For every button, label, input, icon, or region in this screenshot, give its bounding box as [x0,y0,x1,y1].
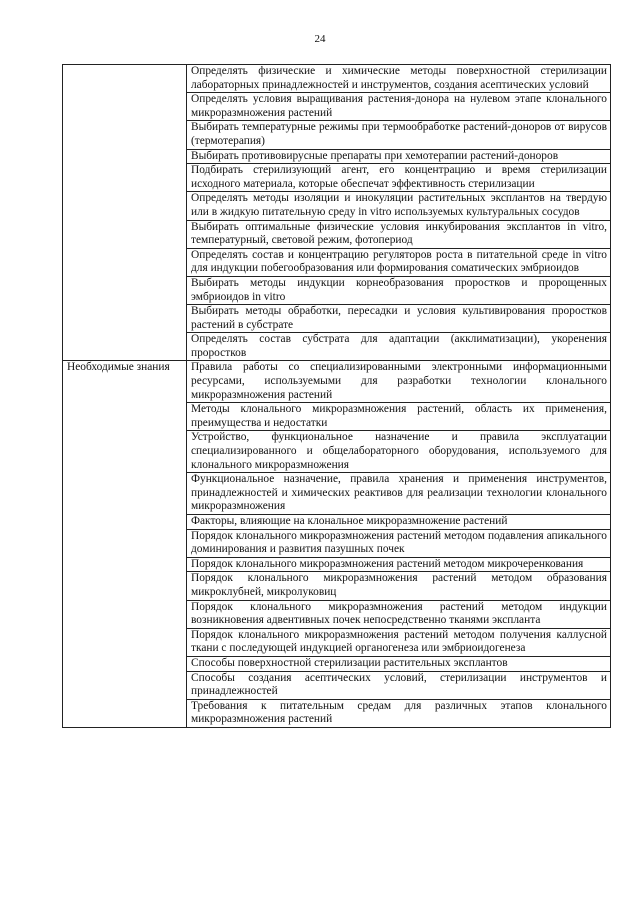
requirement-item: Выбирать противовирусные препараты при хемотерапии растений-доноров [187,149,611,164]
requirement-item: Выбирать методы обработки, пересадки и условия культивирования проростков растений в субстрате [187,305,611,333]
table-row [63,361,611,403]
requirement-item: Выбирать температурные режимы при термообработке растений-доноров от вирусов (термотерапия) [187,121,611,149]
requirement-item: Определять физические и химические методы поверхностной стерилизации лабораторных принадлежностей и инструментов, создания асептических условий [187,65,611,93]
requirement-item: Порядок клонального микроразмножения растений методом микрочеренкования [187,557,611,572]
requirement-item: Устройство, функциональное назначение и правила эксплуатации специализированного и общелабораторного оборудования, используемого для клонального микроразмножения [187,431,611,473]
requirement-item: Порядок клонального микроразмножения растений методом индукции возникновения адвентивных почек непосредственно тканями экспланта [187,600,611,628]
requirement-item: Определять методы изоляции и инокуляции растительных эксплантов на твердую или в жидкую питательную среду in vitro используемых культуральных сосудов [187,192,611,220]
requirement-item: Определять состав и концентрацию регуляторов роста в питательной среде in vitro для индукции побегообразования или формирования соматических эмбриоидов [187,248,611,276]
requirement-item: Функциональное назначение, правила хранения и применения инструментов, принадлежностей и химических реактивов для реализации технологии клонального микроразмножения [187,473,611,515]
requirement-item: Правила работы со специализированными электронными информационными ресурсами, используемыми для разработки технологии клонального микроразмножения растений [187,361,611,403]
requirement-item: Факторы, влияющие на клональное микроразмножение растений [187,515,611,530]
requirement-item: Способы создания асептических условий, стерилизации инструментов и принадлежностей [187,671,611,699]
page-number: 24 [314,33,326,45]
requirement-item: Определять условия выращивания растения-донора на нулевом этапе клонального микроразмножения растений [187,93,611,121]
requirement-item: Способы поверхностной стерилизации растительных эксплантов [187,656,611,671]
requirement-item: Порядок клонального микроразмножения растений методом получения каллусной ткани с последующей индукцией органогенеза или эмбриоидогенеза [187,628,611,656]
requirement-item: Методы клонального микроразмножения растений, область их применения, преимущества и недостатки [187,403,611,431]
competency-table-body [63,65,611,728]
requirement-item: Порядок клонального микроразмножения растений методом образования микроклубней, микролуковиц [187,572,611,600]
requirement-item: Требования к питательным средам для различных этапов клонального микроразмножения растений [187,699,611,727]
requirement-item: Подбирать стерилизующий агент, его концентрацию и время стерилизации исходного материала, которые обеспечат эффективность стерилизации [187,164,611,192]
requirement-item: Определять состав субстрата для адаптации (акклиматизации), укоренения проростков [187,333,611,361]
section-label: Необходимые знания [63,361,187,727]
requirement-item: Выбирать оптимальные физические условия инкубирования эксплантов in vitro, температурный, световой режим, фотопериод [187,220,611,248]
requirement-item: Порядок клонального микроразмножения растений методом подавления апикального доминирования и развития пазушных почек [187,529,611,557]
competency-table [62,64,611,728]
section-label [63,65,187,361]
table-row [63,65,611,93]
requirement-item: Выбирать методы индукции корнеобразования проростков и пророщенных эмбриоидов in vitro [187,276,611,304]
